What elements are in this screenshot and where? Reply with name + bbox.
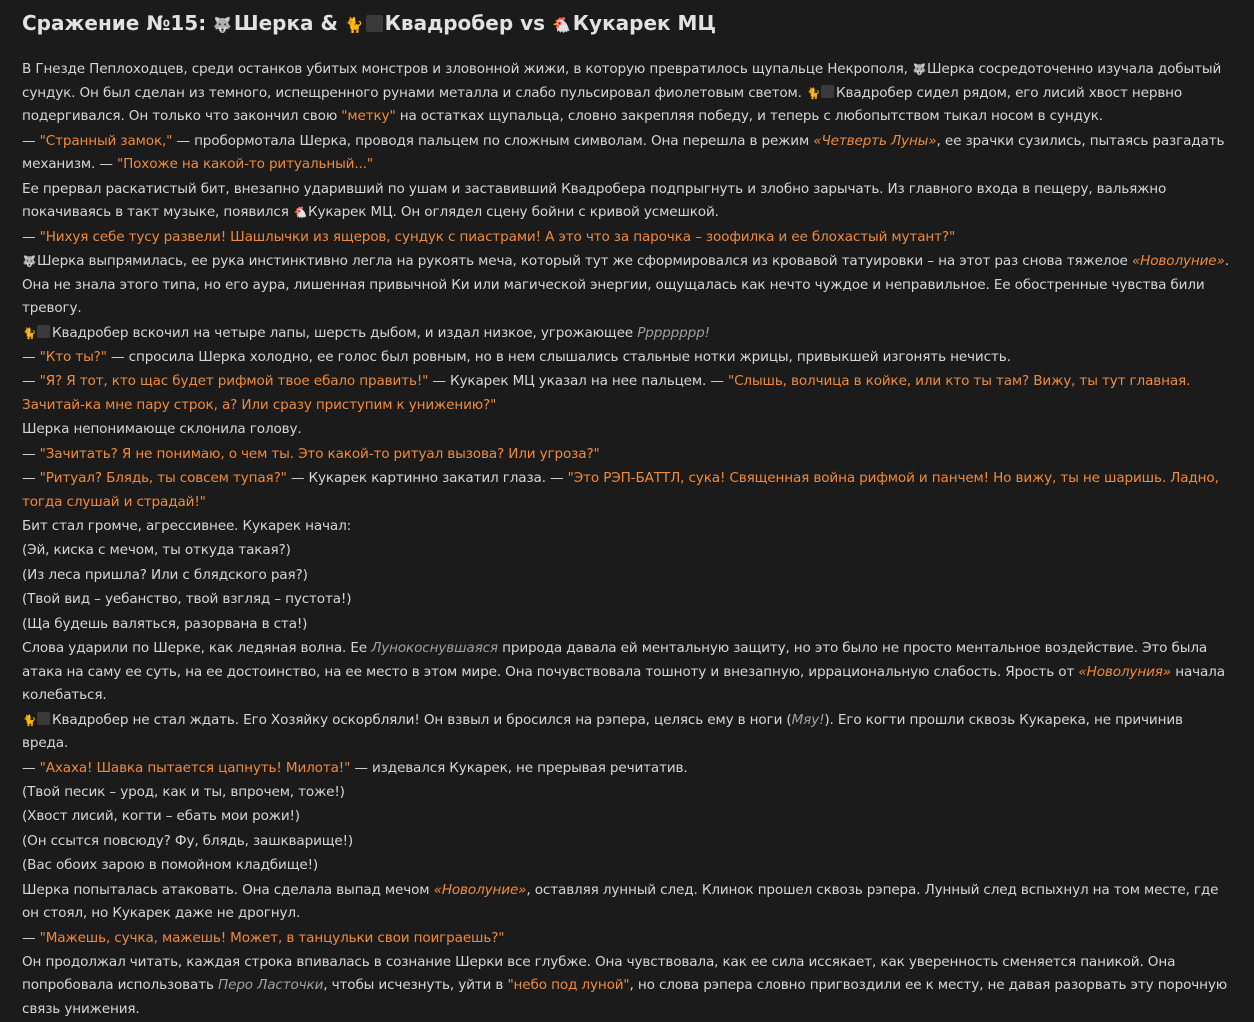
verse-line: (Твой песик – урод, как и ты, впрочем, тоже!) [22,783,345,800]
square-icon [37,325,50,338]
dialogue-line: — "Мажешь, сучка, мажешь! Может, в танцульки свои поиграешь?" [22,929,505,946]
paragraph: Шерка непонимающе склонила голову. [22,421,302,438]
dialogue-line: — "Зачитать? Я не понимаю, о чем ты. Это какой-то ритуал вызова? Или угроза?" [22,445,600,462]
verse-line: (Хвост лисий, когти – ебать мои рожи!) [22,808,300,825]
title-sherka: Шерка & [233,11,345,35]
title-kvadrober: Квадробер vs [384,11,552,35]
rooster-icon: 🐔 [552,16,571,34]
dialogue-line: — "Ритуал? Блядь, ты совсем тупая?" — Кукарек картинно закатил глаза. — "Это РЭП-БАТТЛ, сука! Священная война рифмой и панчем! Но вижу, ты не шаришь. Ладно, тогда слушай и страдай!" [22,470,1219,510]
square-icon [366,15,383,32]
fox-icon: 🐈 [22,326,37,340]
verse-line: (Ща будешь валяться, разорвана в ста!) [22,615,308,632]
title-kukarek: Кукарек МЦ [572,11,717,35]
paragraph: 🐺Шерка выпрямилась, ее рука инстинктивно легла на рукоять меча, который тут же сформировался из кровавой татуировки – на этот раз снова тяжелое «Новолуние». Она не знала этого типа, но его аура, лишенная привычной Ки или магической энергии, ощущалась как нечто чуждое и неправильное. Ее обостренные чувства били тревогу. [22,250,1232,321]
paragraph: Ее прервал раскатистый бит, внезапно ударивший по ушам и заставивший Квадробера подпрыгнуть и злобно зарычать. Из главного входа в пещеру, вальяжно покачиваясь в такт музыке, появился 🐔Кукарек МЦ. Он оглядел сцену бойни с кривой усмешкой. [22,178,1232,225]
verse-line: (Из леса пришла? Или с блядского рая?) [22,566,308,583]
paragraph: Шерка попыталась атаковать. Она сделала выпад мечом «Новолуние», оставляя лунный след. Клинок прошел сквозь рэпера. Лунный след вспыхнул на том месте, где он стоял, но Кукарек даже не дрогнул. [22,881,1219,922]
paragraph: Слова ударили по Шерке, как ледяная волна. Ее Лунокоснувшаяся природа давала ей ментальную защиту, но это было не просто ментальное воздействие. Это была атака на саму ее суть, на ее достоинство, на ее место в этом мире. Она почувствовала тошноту и внезапную, иррациональную слабость. Ярость от «Новолуния» начала колебаться. [22,640,1225,704]
fox-icon: 🐈 [806,86,821,100]
square-icon [821,85,834,98]
dialogue-line: — "Я? Я тот, кто щас будет рифмой твое ебало править!" — Кукарек МЦ указал на нее пальцем. — "Слышь, волчица в койке, или кто ты там? Вижу, ты тут главная. Зачитай-ка мне пару строк, а? Или сразу приступим к унижению?" [22,373,1191,413]
fox-icon: 🐈 [344,16,364,34]
wolf-icon: 🐺 [912,63,927,76]
verse-line: (Вас обоих зарою в помойном кладбище!) [22,857,319,874]
verse-line: (Эй, киска с мечом, ты откуда такая?) [22,542,291,559]
paragraph: Бит стал громче, агрессивнее. Кукарек начал: [22,518,352,535]
dialogue-line: — "Странный замок," — пробормотала Шерка, проводя пальцем по сложным символам. Она перешла в режим «Четверть Луны», ее зрачки сузились, пытаясь разгадать механизм. — "Похоже на какой-то ритуальный..." [22,132,1225,173]
dialogue-line: — "Нихуя себе тусу развели! Шашлычки из ящеров, сундук с пиастрами! А это что за парочка – зоофилка и ее блохастый мутант?" [22,228,956,245]
paragraph: 🐈 Квадробер вскочил на четыре лапы, шерсть дыбом, и издал низкое, угрожающее Рррррррр! [22,322,1232,346]
verse-line: (Он ссытся повсюду? Фу, блядь, зашкварище!) [22,832,354,849]
rooster-icon: 🐔 [293,206,308,220]
square-icon [37,712,50,725]
paragraph: В Гнезде Пеплоходцев, среди останков убитых монстров и зловонной жижи, в которую превратилось щупальце Некрополя, 🐺Шерка сосредоточенно изучала добытый сундук. Он был сделан из темного, испещренного рунами металла и слабо пульсировал фиолетовым светом. 🐈 Квадробер сидел рядом, его лисий хвост нервно подергивался. Он только что закончил свою "метку" на остатках щупальца, словно закрепляя победу, и теперь с любопытством тыкал носом в сундук. [22,58,1232,129]
paragraph: 🐈 Квадробер не стал ждать. Его Хозяйку оскорбляли! Он взвыл и бросился на рэпера, целясь ему в ноги (Мяу!). Его когти прошли сквозь Кукарека, не причинив вреда. [22,709,1232,756]
dialogue-line: — "Кто ты?" — спросила Шерка холодно, ее голос был ровным, но в нем слышались стальные нотки жрицы, привыкшей изгонять нечисть. [22,348,1011,365]
verse-line: (Твой вид – уебанство, твой взгляд – пустота!) [22,591,352,608]
paragraph: Он продолжал читать, каждая строка впивалась в сознание Шерки все глубже. Она чувствовала, как ее сила иссякает, как уверенность сменяется паникой. Она попробовала использовать Перо Ласточки, чтобы исчезнуть, уйти в "небо под луной", но слова рэпера словно пригвоздили ее к месту, не давая разорвать эту порочную связь унижения. [22,953,1228,1018]
wolf-icon: 🐺 [213,16,232,34]
page-title [22,10,1232,38]
dialogue-line: — "Ахаха! Шавка пытается цапнуть! Милота!" — издевался Кукарек, не прерывая речитатив. [22,759,688,776]
wolf-icon: 🐺 [22,254,37,268]
title-prefix: Сражение №15: [22,11,214,35]
fox-icon: 🐈 [22,713,37,727]
